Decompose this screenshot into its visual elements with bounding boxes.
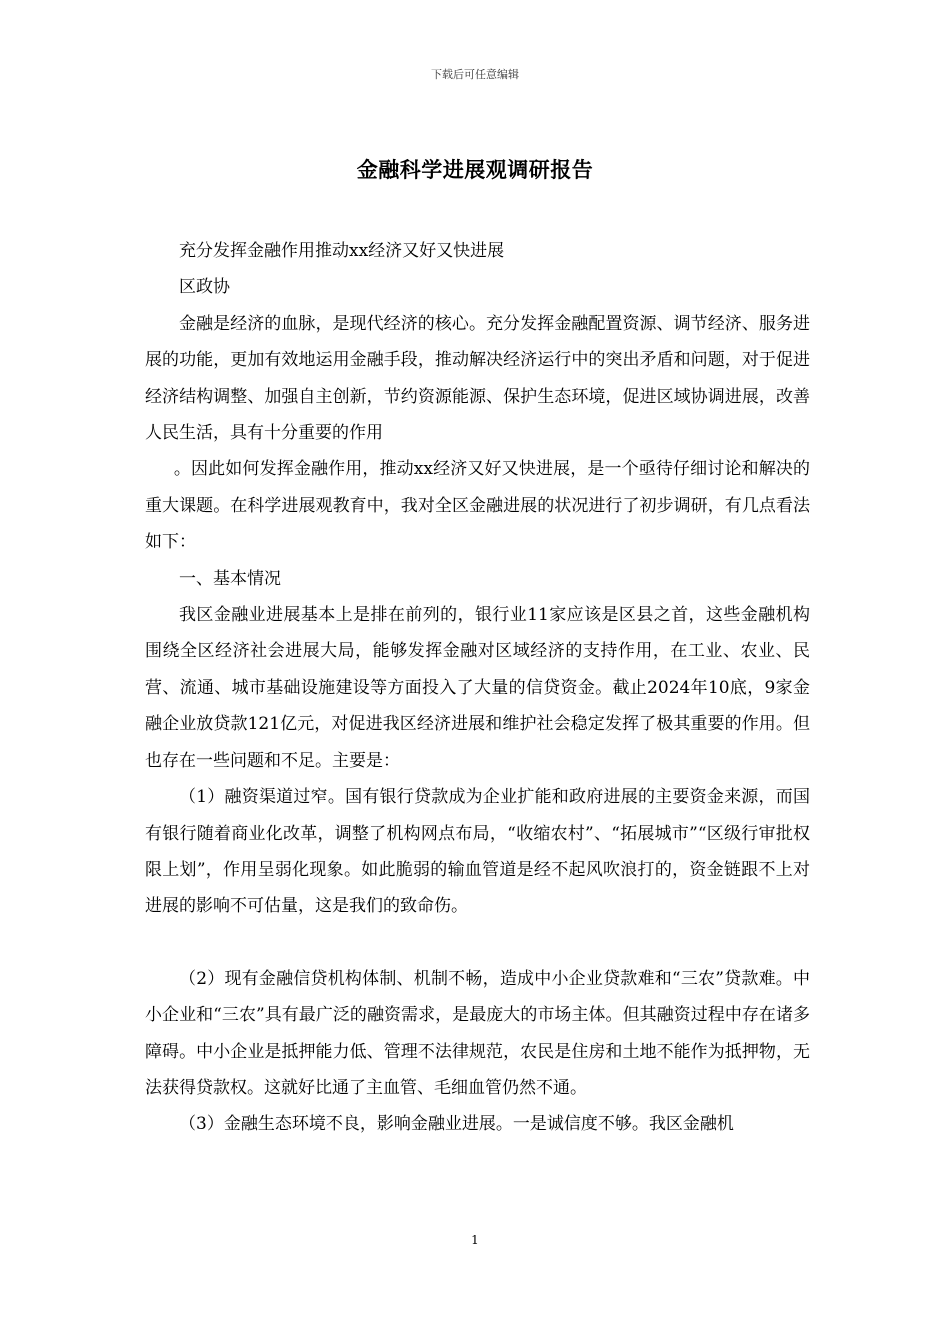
section-heading: 一、基本情况 xyxy=(179,568,281,589)
document-title: 金融科学进展观调研报告 xyxy=(356,157,594,182)
author-paragraph: 区政协 xyxy=(179,277,230,298)
body-paragraph: 金融是经济的血脉，是现代经济的核心。充分发挥金融配置资源、调节经济、服务进展的功能，更加有效地运用金融手段，推动解决经济运行中的突出矛盾和问题，对于促进经济结构调整、加强自主创新，节约资源能源、保护生态环境，促进区域协调进展，改善人民生活，具有十分重要的作用 xyxy=(145,313,810,444)
document-body xyxy=(145,233,810,1143)
page-number: 1 xyxy=(471,1233,479,1247)
subtitle-paragraph: 充分发挥金融作用推动xx经济又好又快进展 xyxy=(179,241,505,261)
body-paragraph: 我区金融业进展基本上是排在前列的，银行业11家应该是区县之首，这些金融机构围绕全区经济社会进展大局，能够发挥金融对区域经济的支持作用，在工业、农业、民营、流通、城市基础设施建设等方面投入了大量的信贷资金。截止2024年10底，9家金融企业放贷款121亿元，对促进我区经济进展和维护社会稳定发挥了极其重要的作用。但也存在一些问题和不足。主要是： xyxy=(145,605,810,771)
body-paragraph: （2）现有金融信贷机构体制、机制不畅，造成中小企业贷款难和“三农”贷款难。中小企业和“三农”具有最广泛的融资需求，是最庞大的市场主体。但其融资过程中存在诸多障碍。中小企业是抵押能力低、管理不法律规范，农民是住房和土地不能作为抵押物，无法获得贷款权。这就好比通了主血管、毛细血管仍然不通。 xyxy=(145,968,810,1098)
body-paragraph: （1）融资渠道过窄。国有银行贷款成为企业扩能和政府进展的主要资金来源，而国有银行随着商业化改革，调整了机构网点布局，“收缩农村”、“拓展城市”“区级行审批权限上划”，作用呈弱化现象。如此脆弱的输血管道是经不起风吹浪打的，资金链跟不上对进展的影响不可估量，这是我们的致命伤。 xyxy=(145,787,810,917)
header-note: 下载后可任意编辑 xyxy=(431,68,519,81)
body-paragraph: （3）金融生态环境不良，影响金融业进展。一是诚信度不够。我区金融机 xyxy=(179,1114,734,1135)
body-paragraph: 。因此如何发挥金融作用，推动xx经济又好又快进展，是一个亟待仔细讨论和解决的重大课题。在科学进展观教育中，我对全区金融进展的状况进行了初步调研，有几点看法如下： xyxy=(145,459,810,553)
